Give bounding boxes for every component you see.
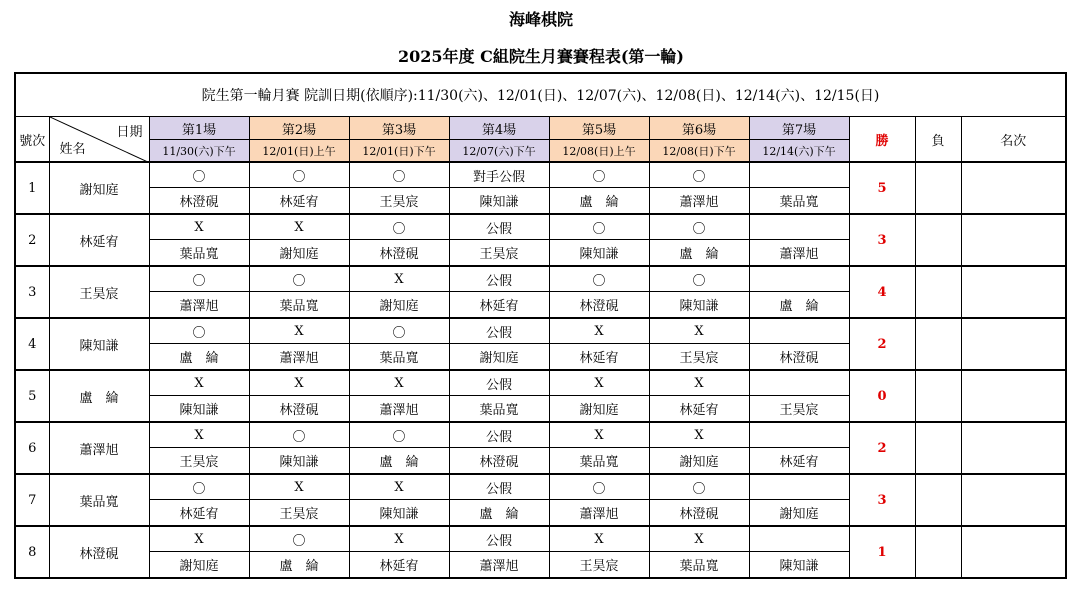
player-name: 盧 綸 — [49, 370, 149, 422]
header-date-label: 日期 — [116, 125, 143, 140]
player-name: 王昊宸 — [49, 266, 149, 318]
match-result: X — [249, 474, 349, 500]
schedule-table — [14, 72, 1067, 579]
match-result: 公假 — [449, 526, 549, 552]
match-result: 〇 — [149, 318, 249, 344]
opponent-name: 林延宥 — [349, 552, 449, 579]
header-loss: 負 — [915, 117, 961, 163]
opponent-name: 蕭澤旭 — [349, 396, 449, 423]
opponent-name: 葉品寬 — [149, 240, 249, 267]
match-result: X — [149, 422, 249, 448]
match-result: 〇 — [149, 474, 249, 500]
opponent-name: 林延宥 — [549, 344, 649, 371]
opponent-name: 盧 綸 — [349, 448, 449, 475]
round-5-time: 12/08(日)上午 — [549, 140, 649, 163]
rank-cell — [961, 474, 1066, 526]
opponent-name: 蕭澤旭 — [449, 552, 549, 579]
rank-cell — [961, 526, 1066, 578]
opponent-name: 林澄硯 — [749, 344, 849, 371]
opponent-name: 陳知謙 — [449, 188, 549, 215]
loss-count — [915, 370, 961, 422]
player-name: 謝知庭 — [49, 162, 149, 214]
match-result: 〇 — [549, 474, 649, 500]
opponent-name: 蕭澤旭 — [749, 240, 849, 267]
rank-cell — [961, 422, 1066, 474]
match-result: X — [649, 318, 749, 344]
opponent-name: 盧 綸 — [549, 188, 649, 215]
match-result — [749, 214, 849, 240]
match-result: 〇 — [249, 422, 349, 448]
opponent-name: 林澄硯 — [549, 292, 649, 319]
round-2-label: 第2場 — [249, 117, 349, 140]
match-result: X — [149, 526, 249, 552]
match-result: 〇 — [249, 526, 349, 552]
player-number: 4 — [15, 318, 49, 370]
match-result — [749, 474, 849, 500]
round-4-label: 第4場 — [449, 117, 549, 140]
round-7-time: 12/14(六)下午 — [749, 140, 849, 163]
match-result: X — [649, 422, 749, 448]
match-result — [749, 526, 849, 552]
opponent-name: 葉品寬 — [349, 344, 449, 371]
opponent-name: 陳知謙 — [349, 500, 449, 527]
opponent-name: 盧 綸 — [149, 344, 249, 371]
rank-cell — [961, 370, 1066, 422]
player-row — [15, 370, 1066, 396]
win-count: 4 — [849, 266, 915, 318]
player-number: 7 — [15, 474, 49, 526]
opponent-name: 蕭澤旭 — [649, 188, 749, 215]
match-result: 〇 — [249, 266, 349, 292]
match-result: 〇 — [549, 214, 649, 240]
rank-cell — [961, 266, 1066, 318]
opponent-name: 謝知庭 — [349, 292, 449, 319]
player-number: 5 — [15, 370, 49, 422]
header-date-name — [49, 117, 149, 163]
match-result: 〇 — [349, 214, 449, 240]
match-result: 〇 — [149, 266, 249, 292]
opponent-name: 謝知庭 — [449, 344, 549, 371]
opponent-name: 林延宥 — [649, 396, 749, 423]
loss-count — [915, 422, 961, 474]
opponent-name: 盧 綸 — [249, 552, 349, 579]
player-name: 陳知謙 — [49, 318, 149, 370]
player-row — [15, 474, 1066, 500]
loss-count — [915, 214, 961, 266]
match-result: 公假 — [449, 318, 549, 344]
opponent-name: 林澄硯 — [349, 240, 449, 267]
opponent-name: 蕭澤旭 — [149, 292, 249, 319]
training-dates-banner: 院生第一輪月賽 院訓日期(依順序):11/30(六)、12/01(日)、12/07(六)、12/08(日)、12/14(六)、12/15(日) — [15, 73, 1066, 117]
match-result: 〇 — [149, 162, 249, 188]
match-result: X — [549, 422, 649, 448]
opponent-name: 王昊宸 — [549, 552, 649, 579]
opponent-name: 王昊宸 — [449, 240, 549, 267]
match-result: 〇 — [649, 474, 749, 500]
player-row — [15, 318, 1066, 344]
match-result: 公假 — [449, 214, 549, 240]
match-result: 〇 — [649, 266, 749, 292]
rank-cell — [961, 162, 1066, 214]
player-row — [15, 162, 1066, 188]
player-row — [15, 214, 1066, 240]
player-number: 2 — [15, 214, 49, 266]
opponent-name: 林澄硯 — [249, 396, 349, 423]
opponent-name: 林澄硯 — [449, 448, 549, 475]
player-number: 6 — [15, 422, 49, 474]
match-result: X — [549, 526, 649, 552]
match-result — [749, 162, 849, 188]
match-result: X — [249, 318, 349, 344]
opponent-name: 盧 綸 — [749, 292, 849, 319]
win-count: 0 — [849, 370, 915, 422]
opponent-name: 謝知庭 — [249, 240, 349, 267]
rank-cell — [961, 318, 1066, 370]
round-6-label: 第6場 — [649, 117, 749, 140]
match-result: X — [349, 474, 449, 500]
opponent-name: 盧 綸 — [649, 240, 749, 267]
match-result: 公假 — [449, 370, 549, 396]
win-count: 1 — [849, 526, 915, 578]
opponent-name: 王昊宸 — [649, 344, 749, 371]
match-result — [749, 370, 849, 396]
match-result: 公假 — [449, 474, 549, 500]
player-row — [15, 422, 1066, 448]
loss-count — [915, 526, 961, 578]
round-3-label: 第3場 — [349, 117, 449, 140]
opponent-name: 王昊宸 — [749, 396, 849, 423]
match-result: X — [149, 370, 249, 396]
header-win: 勝 — [849, 117, 915, 163]
round-5-label: 第5場 — [549, 117, 649, 140]
loss-count — [915, 474, 961, 526]
match-result: X — [349, 526, 449, 552]
match-result: X — [149, 214, 249, 240]
opponent-name: 林延宥 — [149, 500, 249, 527]
schedule-subtitle: 2025年度 C組院生月賽賽程表(第一輪) — [398, 47, 684, 66]
match-result: 公假 — [449, 266, 549, 292]
opponent-name: 陳知謙 — [249, 448, 349, 475]
round-1-label: 第1場 — [149, 117, 249, 140]
round-4-time: 12/07(六)下午 — [449, 140, 549, 163]
match-result: 對手公假 — [449, 162, 549, 188]
opponent-name: 謝知庭 — [149, 552, 249, 579]
round-2-time: 12/01(日)上午 — [249, 140, 349, 163]
opponent-name: 葉品寬 — [649, 552, 749, 579]
loss-count — [915, 266, 961, 318]
match-result: X — [649, 526, 749, 552]
match-result: 〇 — [549, 266, 649, 292]
opponent-name: 林延宥 — [449, 292, 549, 319]
match-result: 〇 — [349, 422, 449, 448]
rank-cell — [961, 214, 1066, 266]
match-result: 公假 — [449, 422, 549, 448]
loss-count — [915, 162, 961, 214]
opponent-name: 葉品寬 — [449, 396, 549, 423]
opponent-name: 葉品寬 — [549, 448, 649, 475]
match-result: 〇 — [349, 318, 449, 344]
match-result: 〇 — [249, 162, 349, 188]
player-row — [15, 526, 1066, 552]
opponent-name: 林澄硯 — [649, 500, 749, 527]
match-result: 〇 — [649, 162, 749, 188]
player-name: 林澄硯 — [49, 526, 149, 578]
round-6-time: 12/08(日)下午 — [649, 140, 749, 163]
player-number: 8 — [15, 526, 49, 578]
match-result — [749, 318, 849, 344]
opponent-name: 葉品寬 — [749, 188, 849, 215]
round-1-time: 11/30(六)下午 — [149, 140, 249, 163]
player-name: 葉品寬 — [49, 474, 149, 526]
player-number: 3 — [15, 266, 49, 318]
win-count: 5 — [849, 162, 915, 214]
match-result: 〇 — [349, 162, 449, 188]
match-result: X — [549, 318, 649, 344]
opponent-name: 謝知庭 — [649, 448, 749, 475]
match-result: X — [549, 370, 649, 396]
header-name-label: 姓名 — [59, 142, 86, 157]
opponent-name: 盧 綸 — [449, 500, 549, 527]
player-number: 1 — [15, 162, 49, 214]
loss-count — [915, 318, 961, 370]
opponent-name: 陳知謙 — [549, 240, 649, 267]
opponent-name: 謝知庭 — [549, 396, 649, 423]
player-name: 蕭澤旭 — [49, 422, 149, 474]
round-3-time: 12/01(日)下午 — [349, 140, 449, 163]
match-result: X — [249, 214, 349, 240]
match-result: X — [249, 370, 349, 396]
match-result: X — [349, 266, 449, 292]
opponent-name: 葉品寬 — [249, 292, 349, 319]
header-number: 號次 — [15, 117, 49, 163]
opponent-name: 蕭澤旭 — [549, 500, 649, 527]
match-result: X — [649, 370, 749, 396]
round-7-label: 第7場 — [749, 117, 849, 140]
opponent-name: 林延宥 — [749, 448, 849, 475]
opponent-name: 林澄硯 — [149, 188, 249, 215]
player-row — [15, 266, 1066, 292]
win-count: 2 — [849, 422, 915, 474]
match-result — [749, 266, 849, 292]
player-name: 林延宥 — [49, 214, 149, 266]
opponent-name: 陳知謙 — [649, 292, 749, 319]
match-result: X — [349, 370, 449, 396]
match-result — [749, 422, 849, 448]
opponent-name: 陳知謙 — [749, 552, 849, 579]
match-result: 〇 — [549, 162, 649, 188]
opponent-name: 謝知庭 — [749, 500, 849, 527]
opponent-name: 王昊宸 — [249, 500, 349, 527]
win-count: 3 — [849, 474, 915, 526]
opponent-name: 蕭澤旭 — [249, 344, 349, 371]
academy-title: 海峰棋院 — [508, 10, 573, 29]
opponent-name: 王昊宸 — [149, 448, 249, 475]
opponent-name: 陳知謙 — [149, 396, 249, 423]
header-rank: 名次 — [961, 117, 1066, 163]
opponent-name: 王昊宸 — [349, 188, 449, 215]
match-result: 〇 — [649, 214, 749, 240]
win-count: 3 — [849, 214, 915, 266]
win-count: 2 — [849, 318, 915, 370]
opponent-name: 林延宥 — [249, 188, 349, 215]
